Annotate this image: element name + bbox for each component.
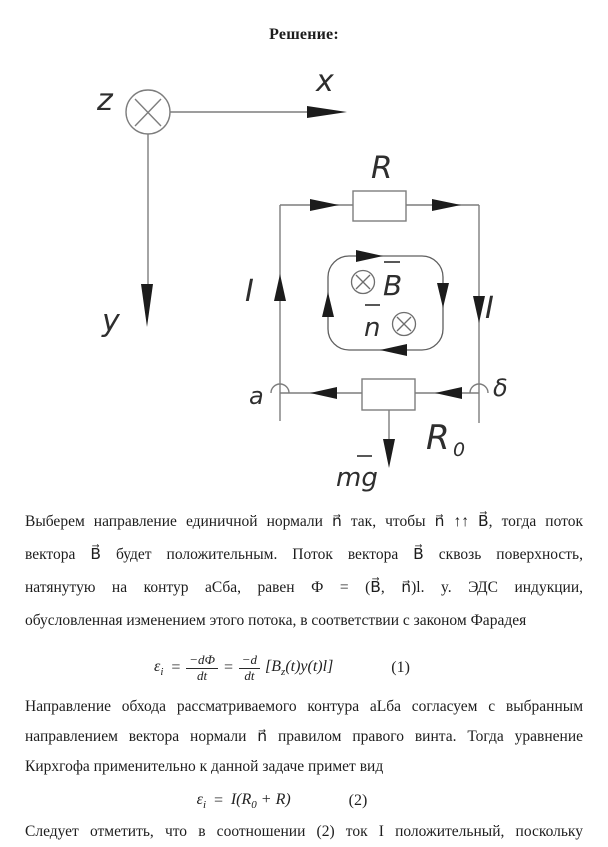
eq1-equals2: = — [222, 659, 234, 676]
y-axis-label: y — [102, 304, 120, 339]
paragraph-line: обусловленная изменением этого потока, в соответствии с законом Фарадея — [25, 612, 527, 629]
coordinate-axes — [126, 90, 310, 286]
current-label-right: I — [485, 291, 494, 326]
paragraph-3 — [25, 817, 583, 847]
eq1-lhs: $\varepsilon_i$ — [154, 657, 164, 679]
current-arrow-top-right — [432, 199, 461, 211]
loop-arrow-top — [356, 250, 383, 262]
contact-b-label: δ — [493, 374, 508, 402]
equation-2 — [3, 787, 561, 815]
paragraph-line: Направление обхода рассматриваемого контура aLба согласуем с выбранным — [25, 698, 583, 715]
eq1-rhs: $[B_z(t)y(t)l]$ — [265, 657, 334, 679]
paragraph-1 — [25, 505, 583, 637]
eq2-rhs: $I(R_0 + R)$ — [230, 790, 291, 812]
eq2-number: (2) — [348, 792, 368, 809]
current-arrow-right-down — [473, 296, 485, 323]
z-axis-label: z — [97, 83, 113, 118]
resistor-R-label: R — [371, 150, 393, 186]
paragraph-line: Кирхгофа применительно к данной задаче примет вид — [25, 758, 384, 775]
loop-arrow-bottom — [380, 344, 407, 356]
current-arrow-left-up — [274, 274, 286, 301]
eq1-number: (1) — [391, 659, 410, 676]
normal-vector-icon — [393, 313, 416, 336]
loop-direction-arrows — [322, 250, 449, 356]
current-arrow-bottom-left — [310, 387, 337, 399]
y-axis-arrow — [141, 284, 153, 327]
loop-arrow-right — [437, 283, 449, 308]
resistor-R0-subscript: 0 — [453, 439, 466, 461]
eq2-equals: = — [213, 792, 224, 809]
gravity-arrow — [383, 439, 395, 468]
current-arrow-bottom-right — [435, 387, 462, 399]
b-field-label: B — [383, 269, 403, 302]
eq1-equals: = — [170, 659, 182, 676]
paragraph-line: Выберем направление единичной нормали n⃗ так, чтобы n⃗ ↑↑ B⃗, тогда поток — [25, 513, 583, 530]
resistor-R0-label: R — [426, 418, 450, 458]
gravity-label: mg — [336, 463, 378, 493]
normal-vector-label: n — [364, 313, 381, 343]
eq1-fraction-1: $\frac{-dФ}{dt}$ — [186, 653, 218, 684]
contact-a-label: a — [249, 382, 264, 410]
sliding-rod — [362, 379, 415, 410]
paragraph-2 — [25, 692, 583, 782]
current-label-left: I — [245, 274, 254, 309]
current-arrow-top-left — [310, 199, 339, 211]
x-axis-label: x — [316, 64, 334, 99]
b-field-icon — [352, 271, 375, 294]
current-arrows — [274, 199, 485, 399]
eq2-lhs: $\varepsilon_i$ — [196, 790, 207, 812]
paragraph-line: направлением вектора нормали n⃗ правилом правого винта. Тогда уравнение — [25, 728, 583, 745]
equation-1 — [3, 646, 561, 690]
paragraph-line: натянутую на контур аСба, равен Ф = (B⃗, n⃗)l. y. ЭДС индукции, — [25, 579, 583, 596]
eq1-fraction-2: $\frac{-d}{dt}$ — [239, 653, 260, 684]
paragraph-line: Следует отметить, что в соотношении (2) ток I положительный, поскольку — [25, 823, 583, 840]
paragraph-line: вектора B⃗ будет положительным. Поток вектора B⃗ сквозь поверхность, — [25, 546, 583, 563]
loop-arrow-left — [322, 292, 334, 317]
x-axis-arrow — [307, 106, 347, 118]
resistor-R — [353, 191, 406, 221]
page-title: Решение: — [269, 26, 339, 43]
